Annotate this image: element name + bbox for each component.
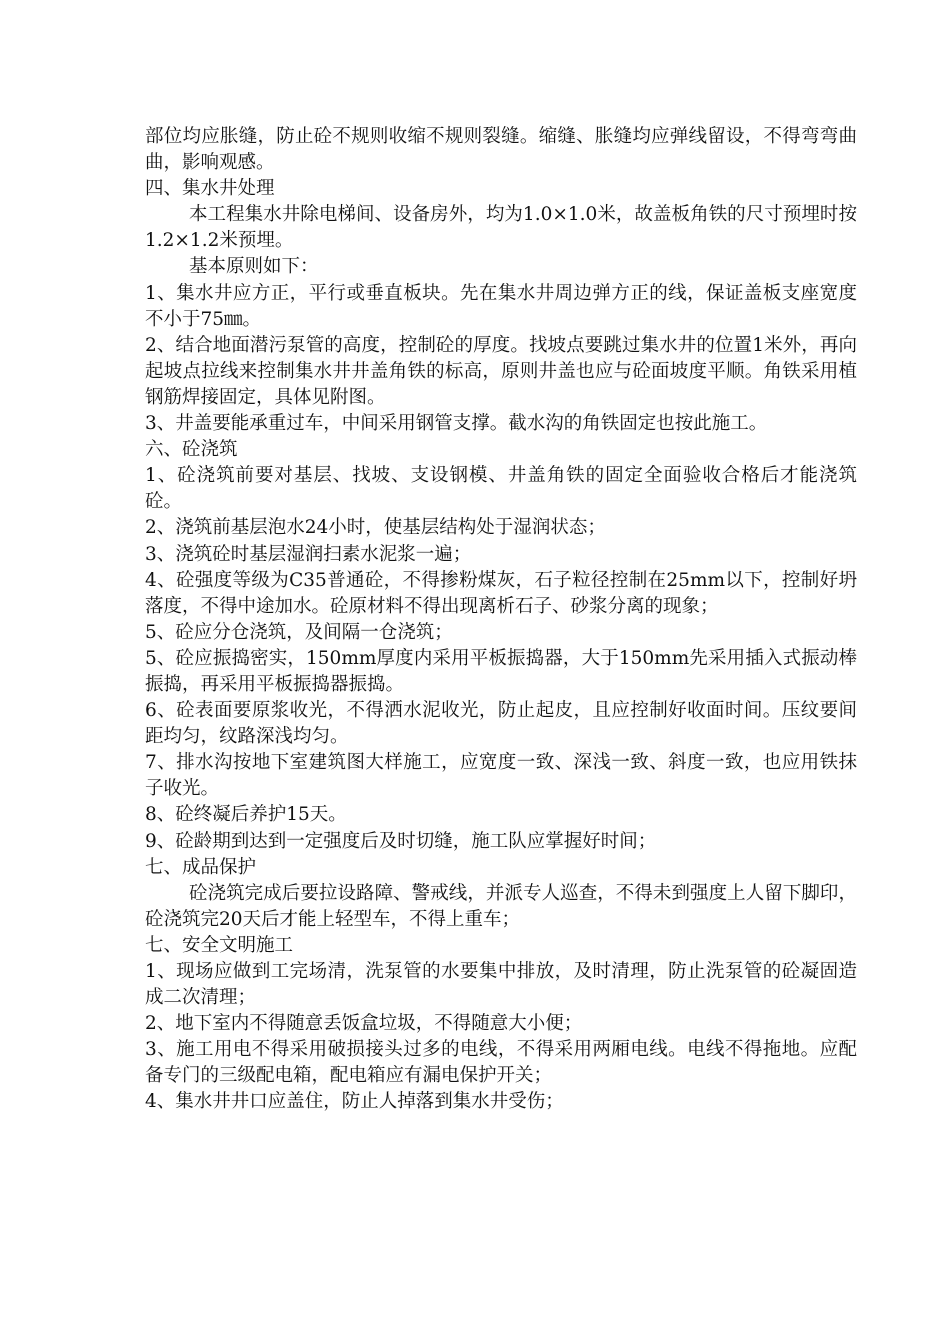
list-item-pour-5a: 5、砼应分仓浇筑，及间隔一仓浇筑； xyxy=(145,621,453,643)
list-item-pour-2: 2、浇筑前基层泡水24小时，使基层结构处于湿润状态； xyxy=(145,517,606,539)
list-item-pour-6: 6、砼表面要原浆收光，不得洒水泥收光，防止起皮，且应控制好收面时间。压纹要间距均匀，纹路深浅均匀。 xyxy=(145,700,857,748)
list-item-safety-3: 3、施工用电不得采用破损接头过多的电线，不得采用两厢电线。电线不得拖地。应配备专门的三级配电箱，配电箱应有漏电保护开关； xyxy=(145,1039,857,1087)
list-item-safety-1: 1、现场应做到工完场清，洗泵管的水要集中排放，及时清理，防止洗泵管的砼凝固造成二次清理； xyxy=(145,961,857,1009)
list-item-pour-7: 7、排水沟按地下室建筑图大样施工，应宽度一致、深浅一致、斜度一致，也应用铁抹子收光。 xyxy=(145,752,857,800)
section-heading-concrete-pouring: 六、砼浇筑 xyxy=(145,439,238,461)
section-heading-safety: 七、安全文明施工 xyxy=(145,934,294,956)
list-item-pour-9: 9、砼龄期到达到一定强度后及时切缝，施工队应掌握好时间； xyxy=(145,830,657,852)
section-heading-sump-pit: 四、集水井处理 xyxy=(145,178,275,200)
list-item-sump-1: 1、集水井应方正，平行或垂直板块。先在集水井周边弹方正的线，保证盖板支座宽度不小于75㎜。 xyxy=(145,282,857,330)
list-item-pour-1: 1、砼浇筑前要对基层、找坡、支设钢模、井盖角铁的固定全面验收合格后才能浇筑砼。 xyxy=(145,465,857,513)
paragraph-product-protection: 砼浇筑完成后要拉设路障、警戒线，并派专人巡查，不得未到强度上人留下脚印，砼浇筑完20天后才能上轻型车，不得上重车； xyxy=(145,882,857,930)
list-item-pour-4: 4、砼强度等级为C35普通砼，不得掺粉煤灰，石子粒径控制在25mm以下，控制好坍落度，不得中途加水。砼原材料不得出现离析石子、砂浆分离的现象； xyxy=(145,569,857,617)
list-item-pour-3: 3、浇筑砼时基层湿润扫素水泥浆一遍； xyxy=(145,543,472,565)
list-item-safety-2: 2、地下室内不得随意丢饭盒垃圾，不得随意大小便； xyxy=(145,1013,583,1035)
paragraph-basic-principles: 基本原则如下： xyxy=(189,256,319,278)
document-page xyxy=(145,124,857,1116)
list-item-pour-8: 8、砼终凝后养护15天。 xyxy=(145,804,347,826)
list-item-sump-2: 2、结合地面潜污泵管的高度，控制砼的厚度。找坡点要跳过集水井的位置1米外，再向起坡点拉线来控制集水井井盖角铁的标高，原则井盖也应与砼面坡度平顺。角铁采用植钢筋焊接固定，具体见附图。 xyxy=(145,334,857,408)
list-item-safety-4: 4、集水井井口应盖住，防止人掉落到集水井受伤； xyxy=(145,1091,564,1113)
list-item-sump-3: 3、井盖要能承重过车，中间采用钢管支撑。截水沟的角铁固定也按此施工。 xyxy=(145,413,768,435)
paragraph-sump-size: 本工程集水井除电梯间、设备房外，均为1.0×1.0米，故盖板角铁的尺寸预埋时按1.2×1.2米预埋。 xyxy=(145,204,857,252)
paragraph-expansion-joints: 部位均应胀缝，防止砼不规则收缩不规则裂缝。缩缝、胀缝均应弹线留设，不得弯弯曲曲，影响观感。 xyxy=(145,126,857,174)
list-item-pour-5b: 5、砼应振捣密实，150mm厚度内采用平板振捣器，大于150mm先采用插入式振动棒振捣，再采用平板振捣器振捣。 xyxy=(145,647,857,695)
section-heading-product-protection: 七、成品保护 xyxy=(145,856,257,878)
